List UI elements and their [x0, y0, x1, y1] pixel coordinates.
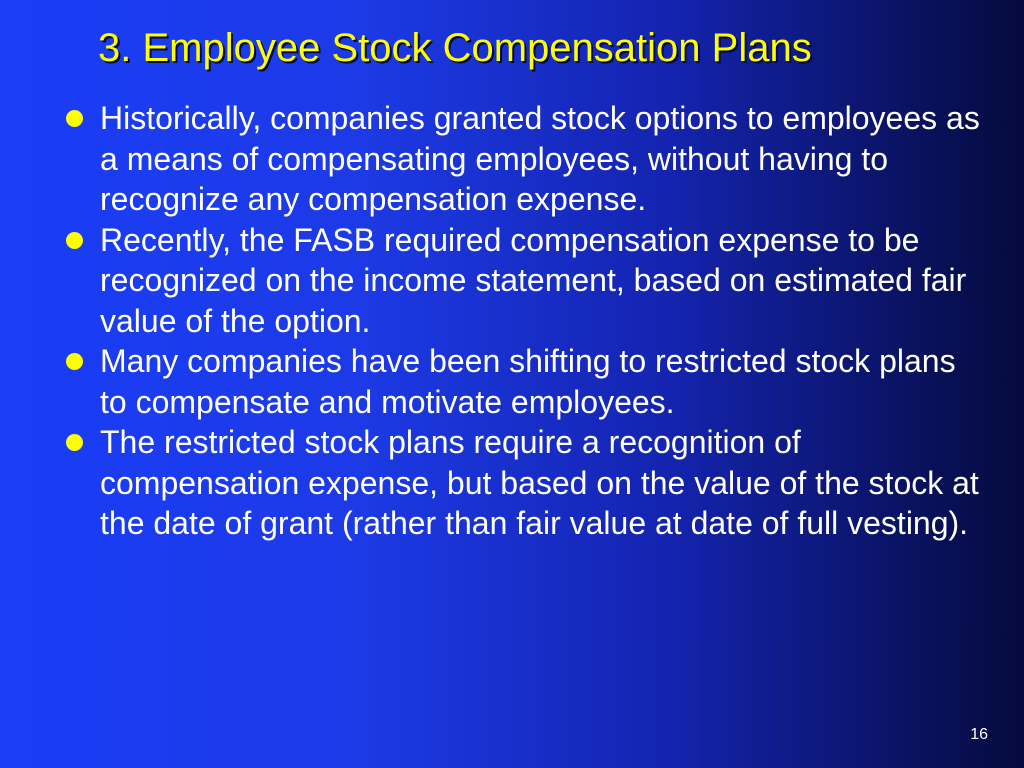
bullet-item [60, 98, 990, 220]
page-number: 16 [970, 726, 988, 743]
bullet-text: Many companies have been shifting to restricted stock plans to compensate and motivate employees. [100, 343, 956, 420]
bullet-marker-icon [66, 434, 83, 451]
bullet-marker-icon [66, 110, 83, 127]
bullet-marker-icon [66, 232, 83, 249]
bullet-text: The restricted stock plans require a recognition of compensation expense, but based on the value of the stock at the date of grant (rather than fair value at date of full vesting). [100, 424, 979, 541]
bullet-list [60, 98, 990, 544]
bullet-marker-icon [66, 353, 83, 370]
bullet-text: Historically, companies granted stock options to employees as a means of compensating employees, without having to recognize any compensation expense. [100, 100, 980, 217]
bullet-item [60, 220, 990, 342]
slide-title: 3. Employee Stock Compensation Plans [98, 26, 812, 70]
bullet-item [60, 422, 990, 544]
bullet-item [60, 341, 990, 422]
bullet-text: Recently, the FASB required compensation expense to be recognized on the income statement, based on estimated fair value of the option. [100, 221, 967, 339]
